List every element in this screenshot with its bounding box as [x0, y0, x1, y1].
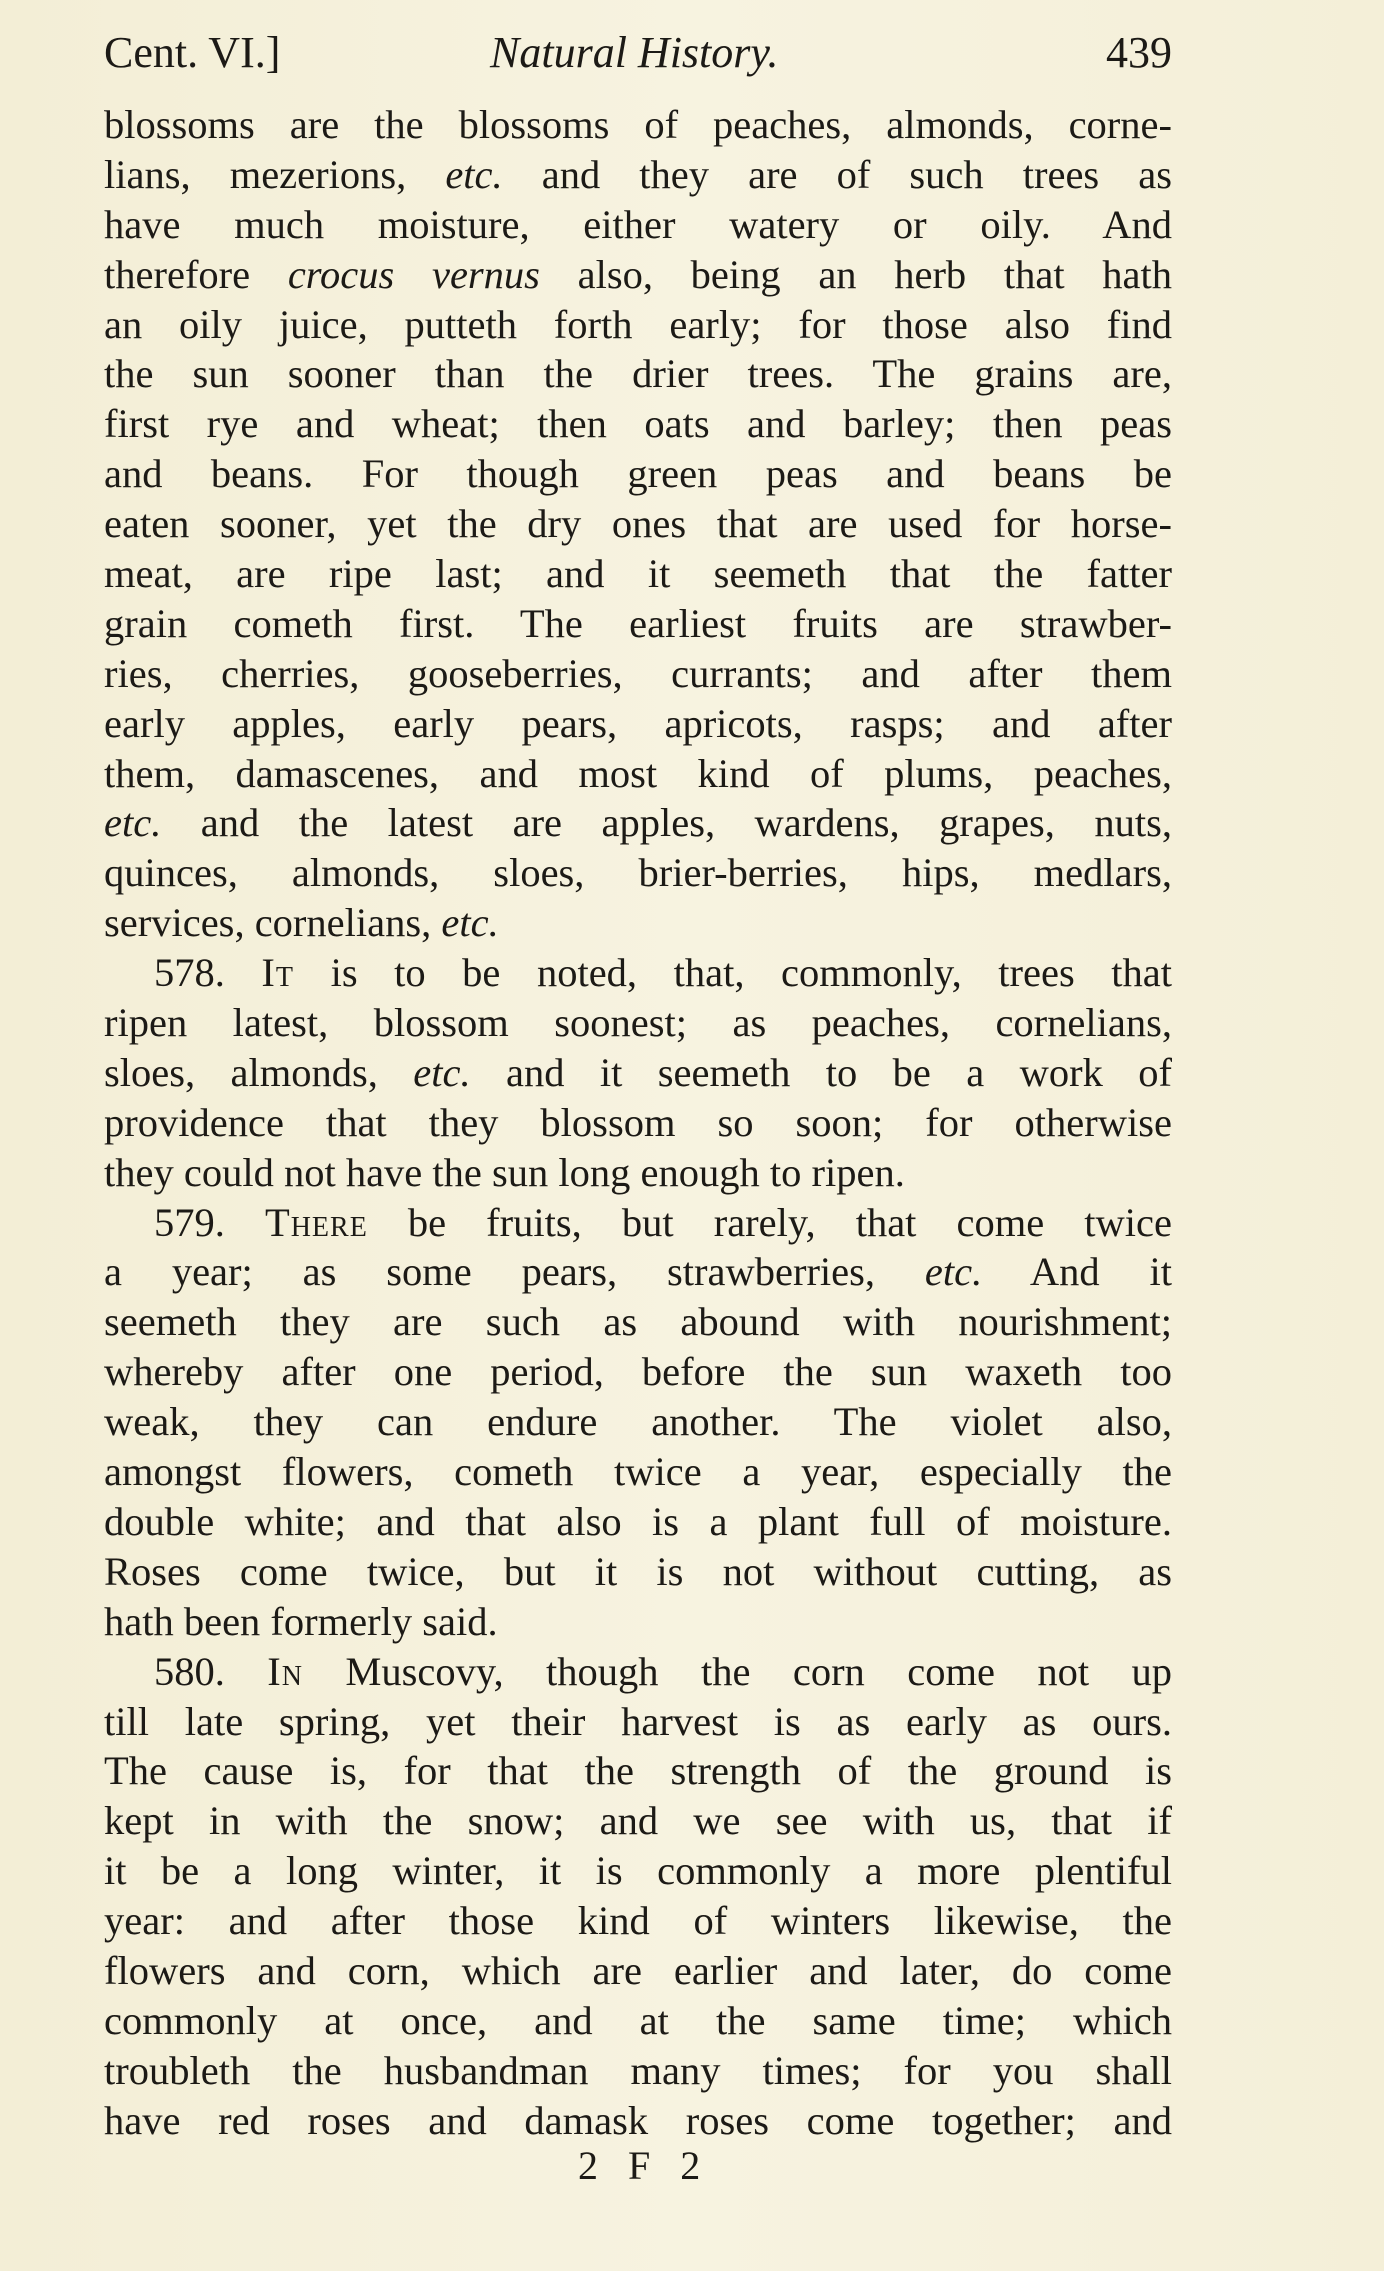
text-run: lians, mezerions, [104, 151, 446, 197]
running-header [104, 18, 1172, 88]
text-run: meat, are ripe last; and it seemeth that the fatter [104, 551, 1172, 597]
printer-signature: 2 F 2 [578, 2143, 711, 2188]
text-run: kept in with the snow; and we see with us, that if [104, 1798, 1172, 1844]
text-run: ripen latest, blossom soonest; as peaches, cornelians, [104, 1000, 1172, 1046]
text-run: double white; and that also is a plant full of moisture. [104, 1498, 1172, 1544]
text-line [104, 798, 1172, 848]
page-number: 439 [1106, 28, 1172, 77]
small-caps-run: It [261, 950, 295, 996]
italic-run: etc. [445, 151, 503, 197]
text-run: Roses come twice, but it is not without cutting, as [104, 1548, 1172, 1594]
text-line [104, 1547, 1172, 1597]
text-line [104, 998, 1172, 1048]
text-run: therefore [104, 251, 288, 297]
text-run: first rye and wheat; then oats and barley; then peas [104, 401, 1172, 447]
text-run: be fruits, but rarely, that come twice [367, 1199, 1172, 1245]
header-title: Natural History. [490, 28, 779, 77]
small-caps-run: In [267, 1648, 303, 1694]
italic-run: etc. [104, 800, 162, 846]
text-run: and it seemeth to be a work of [470, 1049, 1172, 1095]
text-run: quinces, almonds, sloes, brier-berries, hips, medlars, [104, 850, 1172, 896]
text-run: hath been formerly said. [104, 1598, 498, 1644]
text-line [104, 549, 1172, 599]
text-run: amongst flowers, cometh twice a year, especially the [104, 1449, 1172, 1495]
text-line [104, 399, 1172, 449]
text-line [104, 1946, 1172, 1996]
text-line [104, 150, 1172, 200]
italic-run: etc. [441, 900, 499, 946]
text-line [104, 948, 1172, 998]
text-line [104, 200, 1172, 250]
text-run: ries, cherries, gooseberries, currants; and after them [104, 650, 1172, 696]
text-run: grain cometh first. The earliest fruits are strawber- [104, 600, 1172, 646]
text-run: and they are of such trees as [502, 151, 1172, 197]
text-line [104, 449, 1172, 499]
text-run: have red roses and damask roses come together; and [104, 2097, 1172, 2143]
text-line [104, 1447, 1172, 1497]
text-run: 579. [154, 1199, 265, 1245]
text-line [104, 1996, 1172, 2046]
text-run: And it [982, 1249, 1172, 1295]
text-line [104, 300, 1172, 350]
header-section: Cent. VI.] [104, 28, 281, 77]
text-run: have much moisture, either watery or oily. And [104, 201, 1172, 247]
text-run: they could not have the sun long enough to ripen. [104, 1149, 905, 1195]
text-line [104, 1647, 1172, 1697]
text-run: 580. [154, 1648, 268, 1694]
text-run: and the latest are apples, wardens, grapes, nuts, [161, 800, 1172, 846]
text-run: a year; as some pears, strawberries, [104, 1249, 925, 1295]
text-line [104, 1497, 1172, 1547]
text-run: also, being an herb that hath [539, 251, 1172, 297]
text-line [104, 2096, 1172, 2146]
text-run: early apples, early pears, apricots, rasps; and after [104, 700, 1172, 746]
text-line [104, 1048, 1172, 1098]
text-line [104, 1347, 1172, 1397]
text-run: seemeth they are such as abound with nourishment; [104, 1299, 1172, 1345]
text-line [104, 1148, 1172, 1198]
text-run: sloes, almonds, [104, 1049, 414, 1095]
text-run: The cause is, for that the strength of the ground is [104, 1748, 1172, 1794]
text-run: services, cornelians, [104, 900, 442, 946]
text-run: it be a long winter, it is commonly a more plentiful [104, 1848, 1172, 1894]
text-line [104, 499, 1172, 549]
text-line [104, 1098, 1172, 1148]
text-line [104, 1247, 1172, 1297]
text-run: and beans. For though green peas and beans be [104, 451, 1172, 497]
text-line [104, 100, 1172, 150]
text-line [104, 1697, 1172, 1747]
text-line [104, 898, 1172, 948]
body-text [104, 100, 1172, 2146]
text-line [104, 1597, 1172, 1647]
text-run: flowers and corn, which are earlier and later, do come [104, 1947, 1172, 1993]
text-run: eaten sooner, yet the dry ones that are used for horse- [104, 501, 1172, 547]
text-run: the sun sooner than the drier trees. The grains are, [104, 351, 1172, 397]
text-line [104, 1297, 1172, 1347]
text-run: 578. [154, 950, 262, 996]
text-line [104, 1746, 1172, 1796]
text-line [104, 1796, 1172, 1846]
text-line [104, 649, 1172, 699]
small-caps-run: There [264, 1199, 368, 1245]
text-run: weak, they can endure another. The violet also, [104, 1399, 1172, 1445]
text-run: till late spring, yet their harvest is as early as ours. [104, 1698, 1172, 1744]
text-run: providence that they blossom so soon; for otherwise [104, 1099, 1172, 1145]
text-line [104, 599, 1172, 649]
text-run: commonly at once, and at the same time; which [104, 1997, 1172, 2043]
text-run: is to be noted, that, commonly, trees that [294, 950, 1172, 996]
text-run: troubleth the husbandman many times; for you shall [104, 2047, 1172, 2093]
text-run: whereby after one period, before the sun waxeth too [104, 1349, 1172, 1395]
text-line [104, 2046, 1172, 2096]
text-line [104, 699, 1172, 749]
text-run: year: and after those kind of winters likewise, the [104, 1898, 1172, 1944]
text-line [104, 1198, 1172, 1248]
text-run: them, damascenes, and most kind of plums, peaches, [104, 750, 1172, 796]
text-line [104, 848, 1172, 898]
text-line [104, 749, 1172, 799]
text-line [104, 1846, 1172, 1896]
text-run: blossoms are the blossoms of peaches, almonds, corne- [104, 102, 1172, 147]
text-line [104, 250, 1172, 300]
italic-run: crocus vernus [287, 251, 540, 297]
text-run: an oily juice, putteth forth early; for those also find [104, 301, 1172, 347]
text-line [104, 1397, 1172, 1447]
text-line [104, 349, 1172, 399]
italic-run: etc. [924, 1249, 983, 1295]
text-line [104, 1896, 1172, 1946]
italic-run: etc. [413, 1049, 471, 1095]
text-run: Muscovy, though the corn come not up [303, 1648, 1172, 1694]
